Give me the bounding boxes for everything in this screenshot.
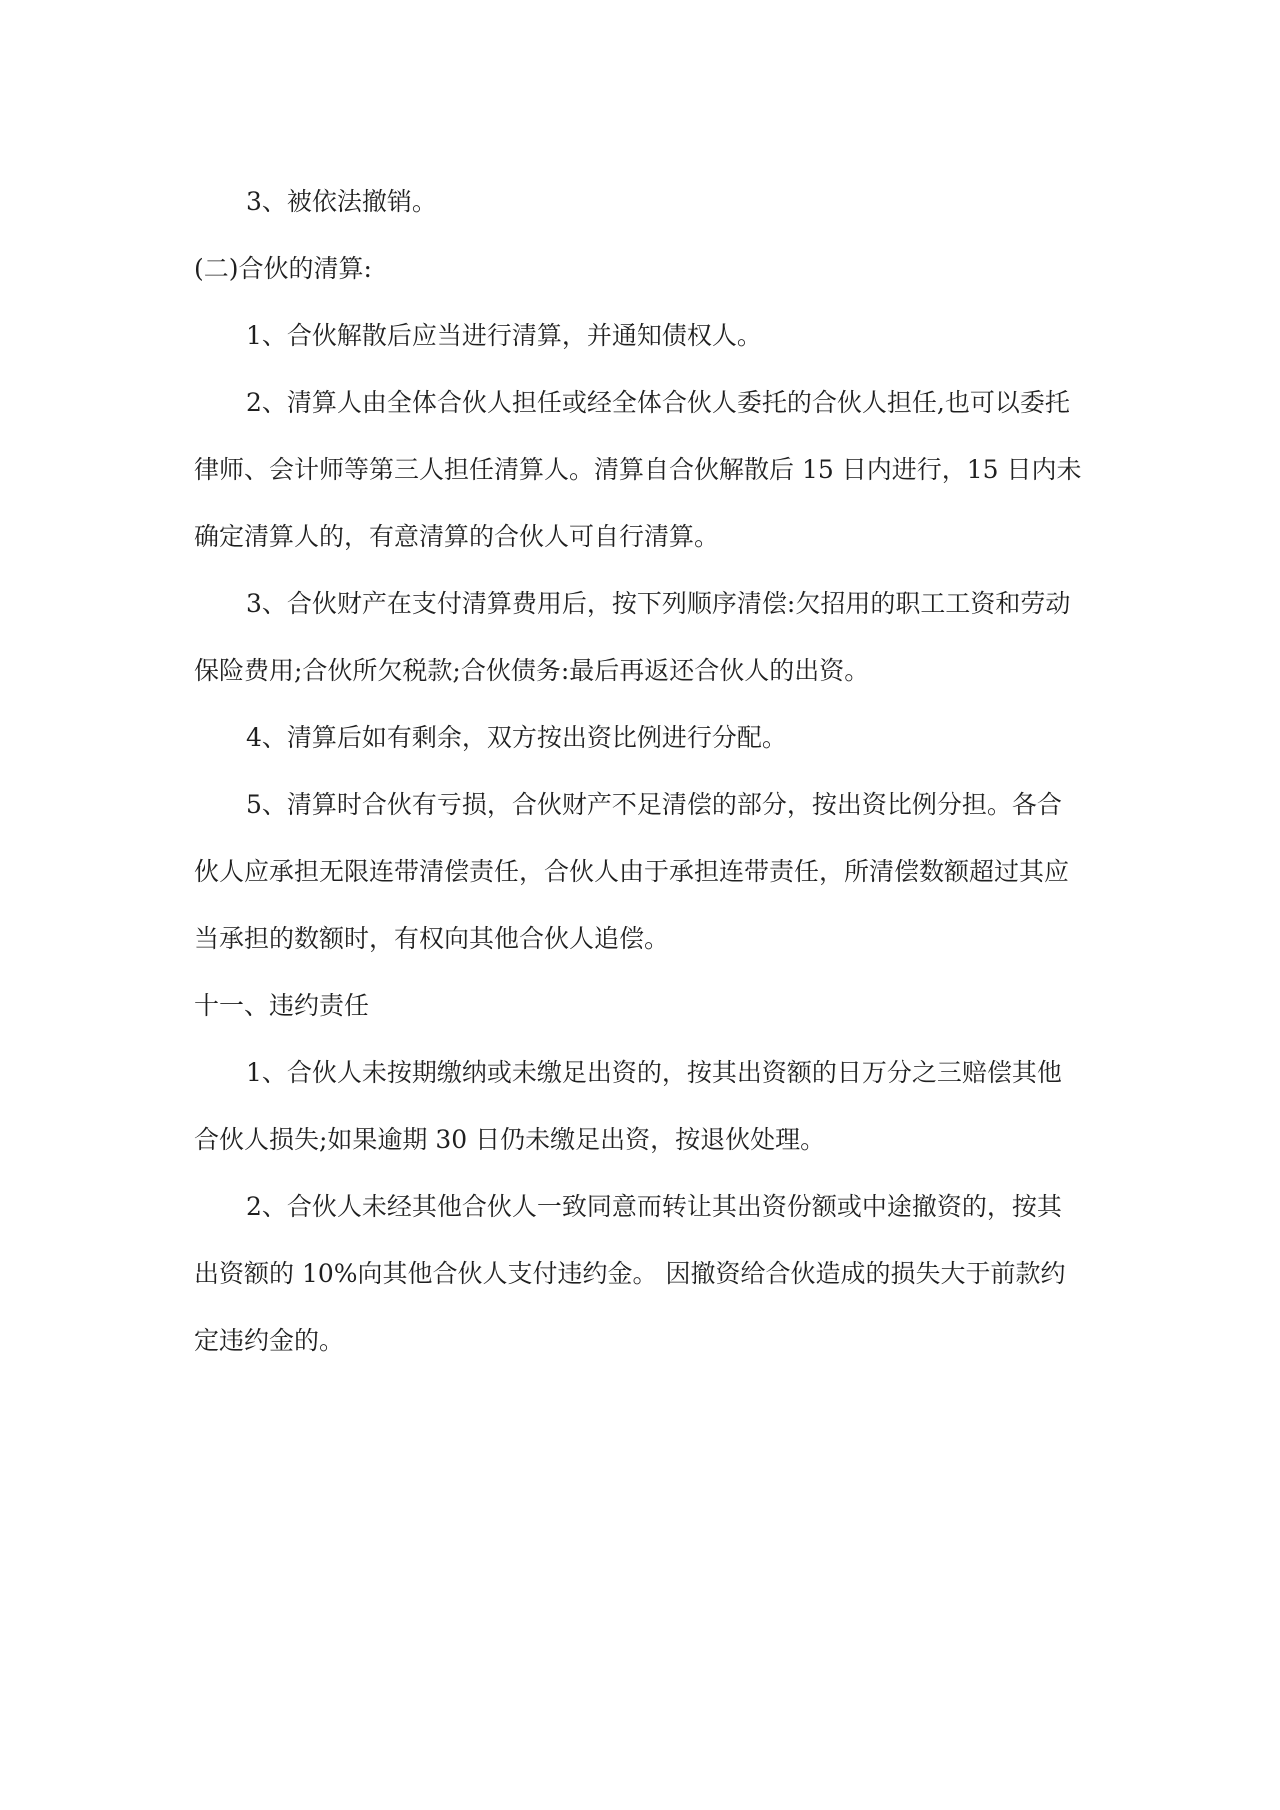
section-heading (194, 972, 1094, 1039)
text-line: (二)合伙的清算: (194, 254, 372, 283)
text-line: 3、合伙财产在支付清算费用后，按下列顺序清偿:欠招用的职工工资和劳动 (246, 589, 1071, 618)
paragraph (194, 168, 1094, 235)
document-body (194, 168, 1094, 1374)
text-line: 律师、会计师等第三人担任清算人。清算自合伙解散后 15 日内进行，15 日内未 (194, 455, 1082, 484)
section-heading (194, 235, 1094, 302)
paragraph (194, 771, 1094, 972)
text-line: 确定清算人的，有意清算的合伙人可自行清算。 (194, 522, 720, 551)
text-line: 伙人应承担无限连带清偿责任，合伙人由于承担连带责任，所清偿数额超过其应 (194, 857, 1070, 886)
text-line: 5、清算时合伙有亏损，合伙财产不足清偿的部分，按出资比例分担。各合 (246, 790, 1062, 819)
text-line: 出资额的 10%向其他合伙人支付违约金。 因撤资给合伙造成的损失大于前款约 (194, 1259, 1066, 1288)
text-line: 1、合伙人未按期缴纳或未缴足出资的，按其出资额的日万分之三赔偿其他 (246, 1058, 1062, 1087)
paragraph (194, 1173, 1094, 1374)
text-line: 2、合伙人未经其他合伙人一致同意而转让其出资份额或中途撤资的，按其 (246, 1192, 1062, 1221)
paragraph (194, 369, 1094, 570)
text-line: 3、被依法撤销。 (246, 187, 437, 216)
text-line: 十一、违约责任 (194, 991, 370, 1020)
paragraph (194, 1039, 1094, 1173)
text-line: 保险费用;合伙所欠税款;合伙债务:最后再返还合伙人的出资。 (194, 656, 870, 685)
text-line: 定违约金的。 (194, 1326, 345, 1355)
text-line: 合伙人损失;如果逾期 30 日仍未缴足出资，按退伙处理。 (194, 1125, 826, 1154)
text-line: 2、清算人由全体合伙人担任或经全体合伙人委托的合伙人担任,也可以委托 (246, 388, 1070, 417)
text-line: 当承担的数额时，有权向其他合伙人追偿。 (194, 924, 670, 953)
text-line: 1、合伙解散后应当进行清算，并通知债权人。 (246, 321, 762, 350)
text-line: 4、清算后如有剩余，双方按出资比例进行分配。 (246, 723, 787, 752)
paragraph (194, 704, 1094, 771)
paragraph (194, 570, 1094, 704)
paragraph (194, 302, 1094, 369)
